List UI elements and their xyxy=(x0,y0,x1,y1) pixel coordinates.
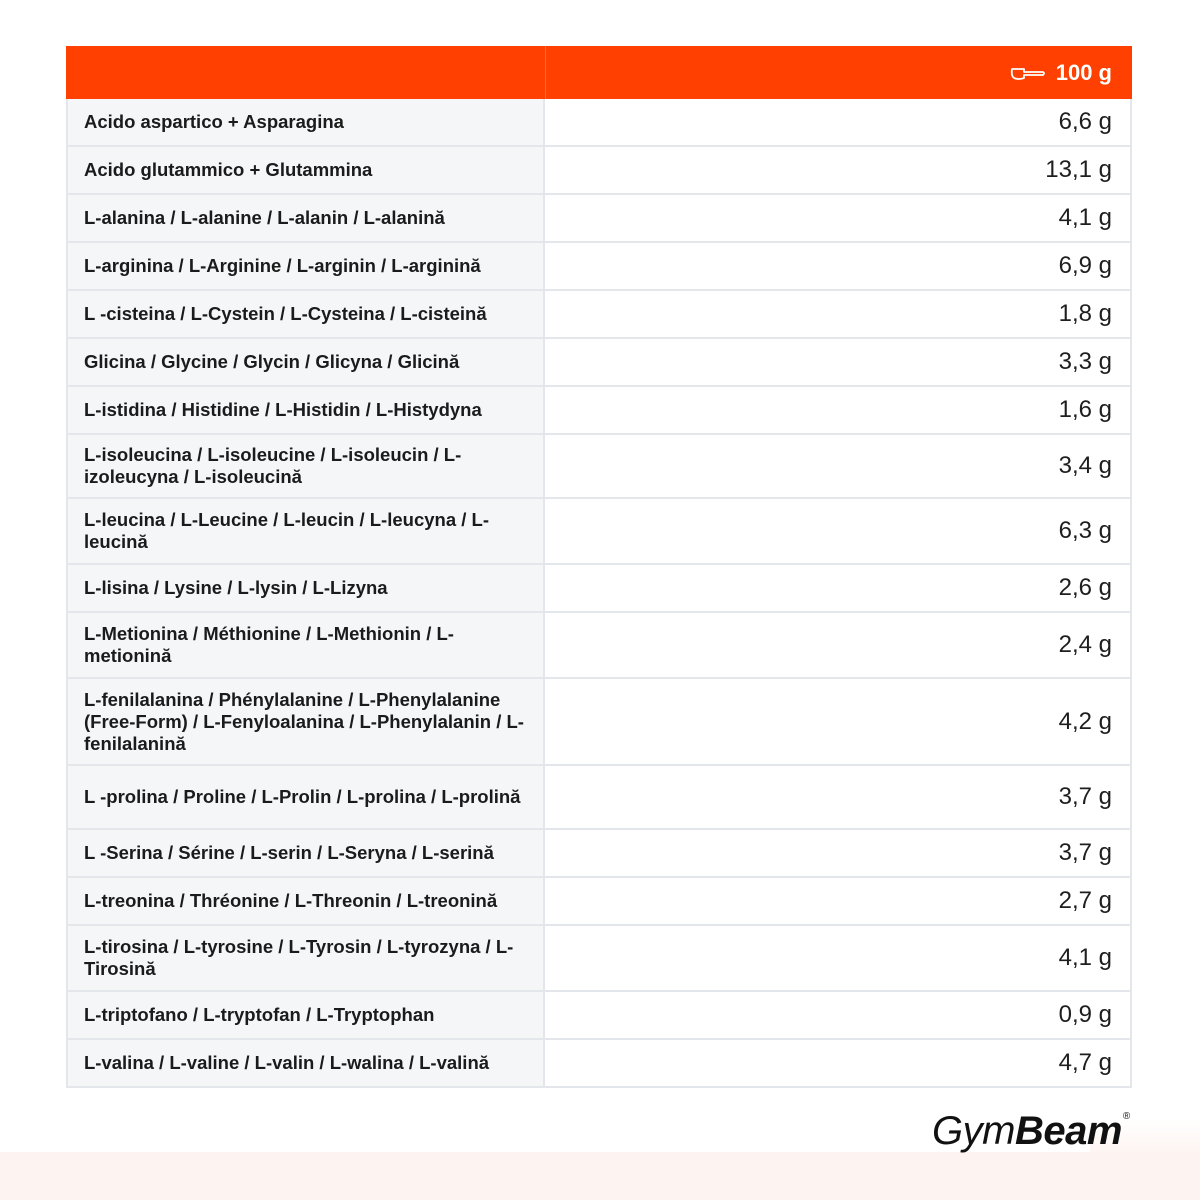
table-row xyxy=(68,828,1130,876)
amino-acid-value: 2,4 g xyxy=(545,613,1130,677)
amino-acid-value: 3,4 g xyxy=(545,435,1130,497)
logo-text-gym: Gym xyxy=(932,1109,1015,1153)
amino-acid-value: 4,2 g xyxy=(545,679,1130,764)
amino-acid-value: 2,6 g xyxy=(545,565,1130,611)
amino-acid-name: L -Serina / Sérine / L-serin / L-Seryna / L-serină xyxy=(68,830,545,876)
amino-acid-name: Acido glutammico + Glutammina xyxy=(68,147,545,193)
amino-acid-value: 3,7 g xyxy=(545,830,1130,876)
amino-acid-value: 6,3 g xyxy=(545,499,1130,563)
amino-acid-name: L-arginina / L-Arginine / L-arginin / L-arginină xyxy=(68,243,545,289)
amino-acid-name: L-triptofano / L-tryptofan / L-Tryptophan xyxy=(68,992,545,1038)
amino-acid-name: L-fenilalanina / Phénylalanine / L-Phenylalanine (Free-Form) / L-Fenyloalanina / L-Phenylalanin / L-fenilalanină xyxy=(68,679,545,764)
amino-acid-name: L -cisteina / L-Cystein / L-Cysteina / L-cisteină xyxy=(68,291,545,337)
amino-acid-value: 4,1 g xyxy=(545,926,1130,990)
amino-acid-value: 2,7 g xyxy=(545,878,1130,924)
logo-text-beam: Beam xyxy=(1014,1109,1122,1153)
table-row xyxy=(68,385,1130,433)
amino-acid-value: 6,6 g xyxy=(545,99,1130,145)
header-serving-cell xyxy=(546,46,1132,99)
header-name-cell xyxy=(66,46,546,99)
registered-mark: ® xyxy=(1122,1111,1130,1122)
table-row xyxy=(68,677,1130,764)
table-row xyxy=(68,99,1130,145)
amino-acid-name: Acido aspartico + Asparagina xyxy=(68,99,545,145)
amino-acid-value: 6,9 g xyxy=(545,243,1130,289)
table-row xyxy=(68,990,1130,1038)
table-row xyxy=(68,1038,1130,1086)
amino-acid-name: Glicina / Glycine / Glycin / Glicyna / Glicină xyxy=(68,339,545,385)
amino-acid-value: 0,9 g xyxy=(545,992,1130,1038)
table-row xyxy=(68,764,1130,828)
table-row xyxy=(68,611,1130,677)
amino-acid-name: L-valina / L-valine / L-valin / L-walina / L-valină xyxy=(68,1040,545,1086)
table-row xyxy=(68,433,1130,497)
amino-acid-name: L-istidina / Histidine / L-Histidin / L-Histydyna xyxy=(68,387,545,433)
amino-acid-name: L-Metionina / Méthionine / L-Methionin / L-metionină xyxy=(68,613,545,677)
table-header xyxy=(66,46,1132,99)
table-row xyxy=(68,924,1130,990)
amino-acid-value: 1,8 g xyxy=(545,291,1130,337)
amino-acid-name: L-alanina / L-alanine / L-alanin / L-alanină xyxy=(68,195,545,241)
table-body xyxy=(68,99,1130,1086)
serving-size-label: 100 g xyxy=(1055,59,1112,85)
amino-acid-name: L-lisina / Lysine / L-lysin / L-Lizyna xyxy=(68,565,545,611)
amino-acid-name: L -prolina / Proline / L-Prolin / L-prolina / L-prolină xyxy=(68,766,545,828)
table-row xyxy=(68,337,1130,385)
amino-acid-value: 4,7 g xyxy=(545,1040,1130,1086)
table-row xyxy=(68,497,1130,563)
table-row xyxy=(68,145,1130,193)
amino-acid-table xyxy=(66,46,1132,1088)
amino-acid-value: 4,1 g xyxy=(545,195,1130,241)
table-row xyxy=(68,876,1130,924)
footer-background xyxy=(0,1152,1200,1200)
amino-acid-value: 1,6 g xyxy=(545,387,1130,433)
amino-acid-name: L-isoleucina / L-isoleucine / L-isoleucin / L-izoleucyna / L-isoleucină xyxy=(68,435,545,497)
table-row xyxy=(68,193,1130,241)
table-row xyxy=(68,289,1130,337)
amino-acid-name: L-treonina / Thréonine / L-Threonin / L-treonină xyxy=(68,878,545,924)
table-row xyxy=(68,241,1130,289)
amino-acid-name: L-tirosina / L-tyrosine / L-Tyrosin / L-tyrozyna / L-Tirosină xyxy=(68,926,545,990)
amino-acid-value: 3,3 g xyxy=(545,339,1130,385)
gymbeam-logo xyxy=(932,1108,1130,1154)
scoop-icon xyxy=(1010,64,1046,82)
amino-acid-value: 3,7 g xyxy=(545,766,1130,828)
amino-acid-name: L-leucina / L-Leucine / L-leucin / L-leucyna / L-leucină xyxy=(68,499,545,563)
amino-acid-value: 13,1 g xyxy=(545,147,1130,193)
table-row xyxy=(68,563,1130,611)
